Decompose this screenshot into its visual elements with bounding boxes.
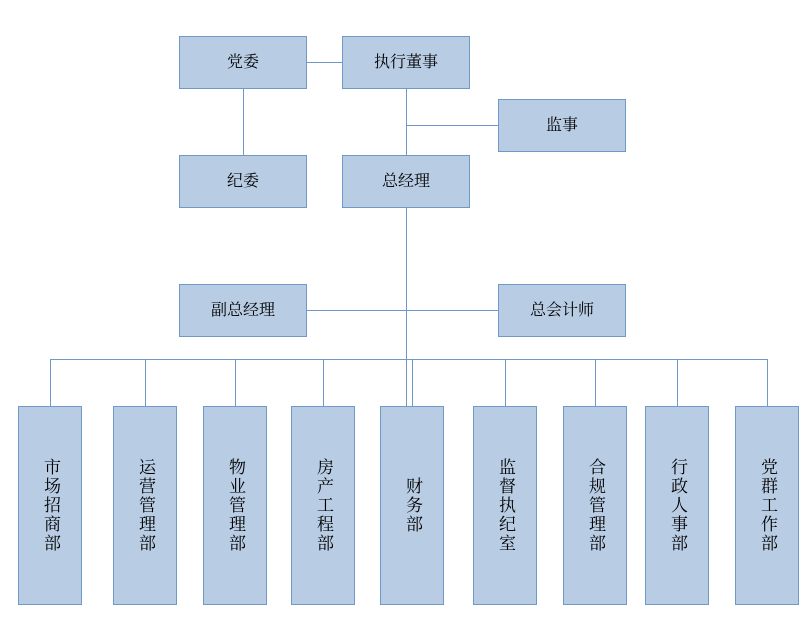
node-label: 党委 xyxy=(226,53,259,71)
connector-dept-drop-2 xyxy=(145,359,146,406)
node-chief-accountant[interactable] xyxy=(498,284,626,337)
node-deputy-general-manager[interactable] xyxy=(179,284,307,337)
connector-dept-drop-3 xyxy=(235,359,236,406)
connector-dept-drop-7 xyxy=(595,359,596,406)
connector-deputy-to-chief xyxy=(307,310,498,311)
node-administration-hr[interactable] xyxy=(645,406,709,605)
connector-dept-drop-4 xyxy=(323,359,324,406)
node-label: 市场招商部 xyxy=(41,458,61,553)
connector-director-down xyxy=(406,89,407,155)
node-discipline-committee[interactable] xyxy=(179,155,307,208)
node-label: 财务部 xyxy=(403,477,423,534)
connector-director-to-supervisor xyxy=(406,125,498,126)
node-market-investment[interactable] xyxy=(18,406,82,605)
node-label: 总会计师 xyxy=(529,301,594,319)
node-party-mass-work[interactable] xyxy=(735,406,799,605)
connector-department-bus xyxy=(50,359,767,360)
node-party-committee[interactable] xyxy=(179,36,307,89)
connector-dept-drop-1 xyxy=(50,359,51,406)
node-label: 监事 xyxy=(545,116,578,134)
node-label: 行政人事部 xyxy=(668,458,688,553)
node-label: 副总经理 xyxy=(210,301,275,319)
node-label: 总经理 xyxy=(381,172,430,190)
node-label: 房产工程部 xyxy=(314,458,334,553)
node-supervision-discipline[interactable] xyxy=(473,406,537,605)
node-real-estate-engineering[interactable] xyxy=(291,406,355,605)
node-executive-director[interactable] xyxy=(342,36,470,89)
node-finance[interactable] xyxy=(380,406,444,605)
node-label: 合规管理部 xyxy=(586,458,606,553)
node-label: 运营管理部 xyxy=(136,458,156,553)
connector-dept-drop-9 xyxy=(767,359,768,406)
node-label: 物业管理部 xyxy=(226,458,246,553)
node-label: 党群工作部 xyxy=(758,458,778,553)
connector-gm-down xyxy=(406,208,407,406)
node-supervisor[interactable] xyxy=(498,99,626,152)
connector-party-to-director xyxy=(307,62,342,63)
node-general-manager[interactable] xyxy=(342,155,470,208)
node-property-management[interactable] xyxy=(203,406,267,605)
node-label: 纪委 xyxy=(226,172,259,190)
connector-dept-drop-8 xyxy=(677,359,678,406)
node-compliance-management[interactable] xyxy=(563,406,627,605)
connector-dept-drop-5 xyxy=(412,359,413,406)
node-label: 监督执纪室 xyxy=(496,458,516,553)
node-label: 执行董事 xyxy=(373,53,438,71)
connector-dept-drop-6 xyxy=(505,359,506,406)
node-operations-management[interactable] xyxy=(113,406,177,605)
